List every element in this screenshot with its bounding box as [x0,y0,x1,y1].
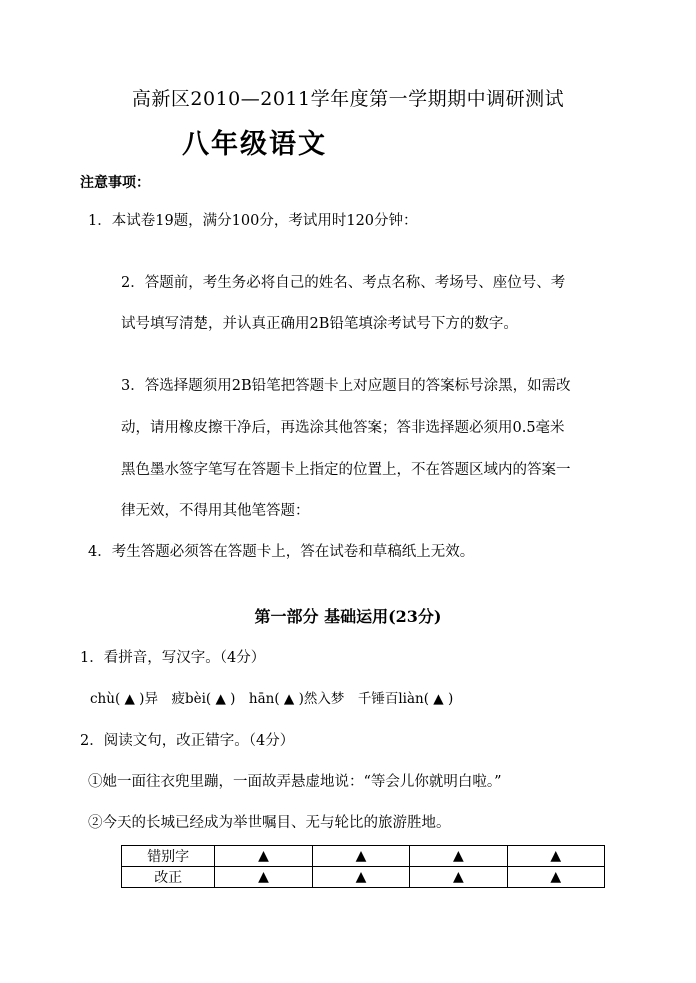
exam-subtitle: 八年级语文 [182,129,327,160]
table-row [122,846,605,867]
answer-cell: ▲ [507,846,604,867]
answer-cell: ▲ [215,867,312,888]
notice-item-3-line-1: 3．答选择题须用2B铅笔把答题卡上对应题目的答案标号涂黑，如需改 [121,378,571,394]
notice-item-3-line-3: 黑色墨水签字笔写在答题卡上指定的位置上，不在答题区域内的答案一 [121,462,571,478]
notice-item-1: 1．本试卷19题，满分100分，考试用时120分钟： [88,213,418,229]
exam-title: 高新区2010—2011学年度第一学期期中调研测试 [131,88,565,110]
question-2-sentence-2: ②今天的长城已经成为举世嘱目、无与轮比的旅游胜地。 [88,815,451,831]
answer-table [121,845,605,888]
answer-cell: ▲ [215,846,312,867]
question-2-sentence-1: ①她一面往衣兜里蹦，一面故弄悬虚地说：“等会儿你就明白啦。” [88,774,502,790]
notice-item-3-line-4: 律无效，不得用其他笔答题： [121,503,310,519]
answer-cell: ▲ [410,846,507,867]
answer-cell: ▲ [312,846,409,867]
question-1-pinyin: chù( ▲ )异 疲bèi( ▲ ) hān( ▲ )然入梦 千锤百liàn( ▲ ) [90,691,454,707]
notice-heading: 注意事项： [80,175,150,191]
row-label-correct: 改正 [122,867,215,888]
notice-item-4: 4．考生答题必须答在答题卡上，答在试卷和草稿纸上无效。 [88,544,475,560]
answer-cell: ▲ [410,867,507,888]
question-1-prompt: 1．看拼音，写汉字。（4分） [80,650,266,666]
question-2-prompt: 2．阅读文句，改正错字。（4分） [80,733,295,749]
answer-cell: ▲ [507,867,604,888]
section-title: 第一部分 基础运用(23分) [254,607,442,626]
table-row [122,867,605,888]
notice-item-2-line-1: 2．答题前，考生务必将自己的姓名、考点名称、考场号、座位号、考 [121,275,566,291]
notice-item-2-line-2: 试号填写清楚，并认真正确用2B铅笔填涂考试号下方的数字。 [121,316,518,332]
row-label-wrong: 错别字 [122,846,215,867]
answer-cell: ▲ [312,867,409,888]
notice-item-3-line-2: 动，请用橡皮擦干净后，再选涂其他答案；答非选择题必须用0.5毫米 [121,420,565,436]
